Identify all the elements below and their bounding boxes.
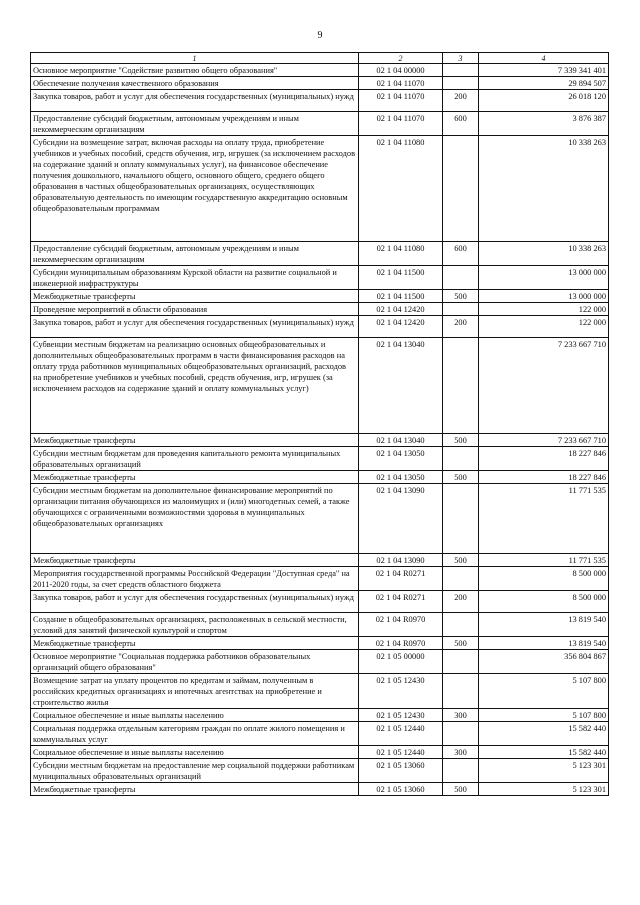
row-expense-type xyxy=(443,613,479,637)
table-row xyxy=(31,338,609,434)
table-row xyxy=(31,783,609,796)
row-amount: 5 123 301 xyxy=(479,759,609,783)
table-row xyxy=(31,554,609,567)
row-code: 02 1 04 13040 xyxy=(359,338,443,434)
row-code: 02 1 04 11080 xyxy=(359,136,443,242)
row-amount: 122 000 xyxy=(479,316,609,338)
row-expense-type: 500 xyxy=(443,471,479,484)
row-name: Закупка товаров, работ и услуг для обеспечения государственных (муниципальных) нужд xyxy=(31,316,359,338)
table-row xyxy=(31,90,609,112)
row-name: Социальное обеспечение и иные выплаты населению xyxy=(31,709,359,722)
row-amount: 3 876 387 xyxy=(479,112,609,136)
table-row xyxy=(31,709,609,722)
table-row xyxy=(31,136,609,242)
table-row xyxy=(31,290,609,303)
row-name: Межбюджетные трансферты xyxy=(31,637,359,650)
row-expense-type: 200 xyxy=(443,316,479,338)
row-expense-type xyxy=(443,650,479,674)
row-name: Межбюджетные трансферты xyxy=(31,434,359,447)
row-amount: 7 233 667 710 xyxy=(479,434,609,447)
row-amount: 122 000 xyxy=(479,303,609,316)
row-name: Межбюджетные трансферты xyxy=(31,783,359,796)
row-amount: 18 227 846 xyxy=(479,471,609,484)
row-expense-type xyxy=(443,77,479,90)
table-row xyxy=(31,484,609,554)
budget-table xyxy=(30,52,609,796)
row-name: Межбюджетные трансферты xyxy=(31,554,359,567)
row-amount: 15 582 440 xyxy=(479,746,609,759)
row-expense-type: 500 xyxy=(443,290,479,303)
row-expense-type: 200 xyxy=(443,591,479,613)
row-code: 02 1 05 12440 xyxy=(359,746,443,759)
row-amount: 29 894 507 xyxy=(479,77,609,90)
row-name: Предоставление субсидий бюджетным, автономным учреждениям и иным некоммерческим организациям xyxy=(31,242,359,266)
table-row xyxy=(31,674,609,709)
table-row xyxy=(31,447,609,471)
row-name: Социальная поддержка отдельным категориям граждан по оплате жилого помещения и коммунальных услуг xyxy=(31,722,359,746)
row-expense-type xyxy=(443,447,479,471)
row-code: 02 1 05 12440 xyxy=(359,722,443,746)
row-expense-type xyxy=(443,64,479,77)
row-name: Проведение мероприятий в области образования xyxy=(31,303,359,316)
row-amount: 8 500 000 xyxy=(479,567,609,591)
row-amount: 8 500 000 xyxy=(479,591,609,613)
row-expense-type xyxy=(443,303,479,316)
row-name: Основное мероприятие "Социальная поддержка работников образовательных организаций общего образования" xyxy=(31,650,359,674)
row-code: 02 1 05 00000 xyxy=(359,650,443,674)
page-number: 9 xyxy=(317,30,323,41)
row-amount: 13 819 540 xyxy=(479,613,609,637)
row-name: Межбюджетные трансферты xyxy=(31,471,359,484)
table-row xyxy=(31,759,609,783)
row-expense-type xyxy=(443,338,479,434)
row-code: 02 1 04 11080 xyxy=(359,242,443,266)
row-code: 02 1 04 13090 xyxy=(359,484,443,554)
row-amount: 5 107 800 xyxy=(479,674,609,709)
row-amount: 13 000 000 xyxy=(479,290,609,303)
header-col-4: 4 xyxy=(479,53,609,64)
row-expense-type xyxy=(443,567,479,591)
row-expense-type: 200 xyxy=(443,90,479,112)
row-name: Создание в общеобразовательных организациях, расположенных в сельской местности, условий для занятий физической культурой и спортом xyxy=(31,613,359,637)
row-expense-type: 500 xyxy=(443,434,479,447)
row-expense-type xyxy=(443,484,479,554)
header-col-2: 2 xyxy=(359,53,443,64)
table-row xyxy=(31,303,609,316)
header-row xyxy=(31,53,609,64)
row-name: Закупка товаров, работ и услуг для обеспечения государственных (муниципальных) нужд xyxy=(31,591,359,613)
row-code: 02 1 04 13090 xyxy=(359,554,443,567)
table-row xyxy=(31,471,609,484)
row-expense-type xyxy=(443,674,479,709)
row-code: 02 1 04 13050 xyxy=(359,471,443,484)
table-row xyxy=(31,591,609,613)
row-expense-type: 500 xyxy=(443,637,479,650)
row-code: 02 1 04 R0970 xyxy=(359,613,443,637)
row-name: Основное мероприятие "Содействие развитию общего образования" xyxy=(31,64,359,77)
row-name: Социальное обеспечение и иные выплаты населению xyxy=(31,746,359,759)
row-amount: 18 227 846 xyxy=(479,447,609,471)
row-code: 02 1 04 13040 xyxy=(359,434,443,447)
row-code: 02 1 04 00000 xyxy=(359,64,443,77)
row-amount: 13 000 000 xyxy=(479,266,609,290)
row-code: 02 1 04 R0271 xyxy=(359,591,443,613)
table-row xyxy=(31,77,609,90)
row-code: 02 1 05 12430 xyxy=(359,709,443,722)
row-amount: 13 819 540 xyxy=(479,637,609,650)
row-amount: 356 804 867 xyxy=(479,650,609,674)
row-amount: 10 338 263 xyxy=(479,136,609,242)
header-col-1: 1 xyxy=(31,53,359,64)
row-name: Субсидии местным бюджетам на дополнительное финансирование мероприятий по организации питания обучающихся из малоимущих и (или) многодетных семей, а также обучающихся с ограниченными возможностями здоровья в муниципальных общеобразовательных организациях xyxy=(31,484,359,554)
table-row xyxy=(31,434,609,447)
row-name: Межбюджетные трансферты xyxy=(31,290,359,303)
row-amount: 7 339 341 401 xyxy=(479,64,609,77)
row-code: 02 1 04 R0970 xyxy=(359,637,443,650)
table-row xyxy=(31,722,609,746)
row-expense-type: 300 xyxy=(443,746,479,759)
row-code: 02 1 04 11500 xyxy=(359,290,443,303)
table-row xyxy=(31,746,609,759)
row-code: 02 1 04 13050 xyxy=(359,447,443,471)
table-row xyxy=(31,316,609,338)
row-code: 02 1 04 12420 xyxy=(359,316,443,338)
table-row xyxy=(31,613,609,637)
row-code: 02 1 05 13060 xyxy=(359,783,443,796)
row-code: 02 1 04 11500 xyxy=(359,266,443,290)
table-row xyxy=(31,112,609,136)
row-code: 02 1 04 11070 xyxy=(359,77,443,90)
row-amount: 11 771 535 xyxy=(479,554,609,567)
row-code: 02 1 04 R0271 xyxy=(359,567,443,591)
row-amount: 26 018 120 xyxy=(479,90,609,112)
row-code: 02 1 04 12420 xyxy=(359,303,443,316)
table-row xyxy=(31,266,609,290)
table-row xyxy=(31,242,609,266)
row-expense-type: 300 xyxy=(443,709,479,722)
row-name: Субсидии муниципальным образованиям Курской области на развитие социальной и инженерной инфраструктуры xyxy=(31,266,359,290)
row-amount: 15 582 440 xyxy=(479,722,609,746)
header-col-3: 3 xyxy=(443,53,479,64)
row-amount: 10 338 263 xyxy=(479,242,609,266)
row-expense-type xyxy=(443,136,479,242)
row-amount: 7 233 667 710 xyxy=(479,338,609,434)
table-row xyxy=(31,567,609,591)
row-code: 02 1 05 13060 xyxy=(359,759,443,783)
row-name: Субсидии местным бюджетам для проведения капитального ремонта муниципальных образовательных организаций xyxy=(31,447,359,471)
row-code: 02 1 05 12430 xyxy=(359,674,443,709)
row-amount: 11 771 535 xyxy=(479,484,609,554)
row-expense-type xyxy=(443,759,479,783)
row-expense-type: 600 xyxy=(443,242,479,266)
table-row xyxy=(31,637,609,650)
row-name: Возмещение затрат на уплату процентов по кредитам и займам, полученным в российских кредитных организациях и ипотечных агентствах на приобретение и строительство жилья xyxy=(31,674,359,709)
row-name: Закупка товаров, работ и услуг для обеспечения государственных (муниципальных) нужд xyxy=(31,90,359,112)
row-expense-type xyxy=(443,266,479,290)
table-row xyxy=(31,650,609,674)
row-amount: 5 107 800 xyxy=(479,709,609,722)
row-name: Субсидии местным бюджетам на предоставление мер социальной поддержки работникам муниципальных образовательных организаций xyxy=(31,759,359,783)
row-name: Субсидии на возмещение затрат, включая расходы на оплату труда, приобретение учебников и учебных пособий, средств обучения, игр, игрушек (за исключением расходов на содержание зданий и оплату коммунальных услуг), на финансовое обеспечение получения дошкольного, начального общего, основного общего, среднего общего образования в частных общеобразовательных организациях, осуществляющих образовательную деятельность по имеющим государственную аккредитацию основным общеобразовательным программам xyxy=(31,136,359,242)
row-code: 02 1 04 11070 xyxy=(359,90,443,112)
row-expense-type: 500 xyxy=(443,783,479,796)
row-expense-type xyxy=(443,722,479,746)
row-name: Мероприятия государственной программы Российской Федерации "Доступная среда" на 2011-2020 годы, за счет средств областного бюджета xyxy=(31,567,359,591)
row-name: Обеспечение получения качественного образования xyxy=(31,77,359,90)
row-name: Субвенции местным бюджетам на реализацию основных общеобразовательных и дополнительных общеобразовательных программ в части финансирования расходов на оплату труда работников муниципальных общеобразовательных организаций, расходов на приобретение учебников и учебных пособий, средств обучения, игр, игрушек (за исключением расходов на содержание зданий и оплату коммунальных услуг) xyxy=(31,338,359,434)
row-expense-type: 600 xyxy=(443,112,479,136)
row-name: Предоставление субсидий бюджетным, автономным учреждениям и иным некоммерческим организациям xyxy=(31,112,359,136)
row-amount: 5 123 301 xyxy=(479,783,609,796)
row-code: 02 1 04 11070 xyxy=(359,112,443,136)
table-row xyxy=(31,64,609,77)
row-expense-type: 500 xyxy=(443,554,479,567)
